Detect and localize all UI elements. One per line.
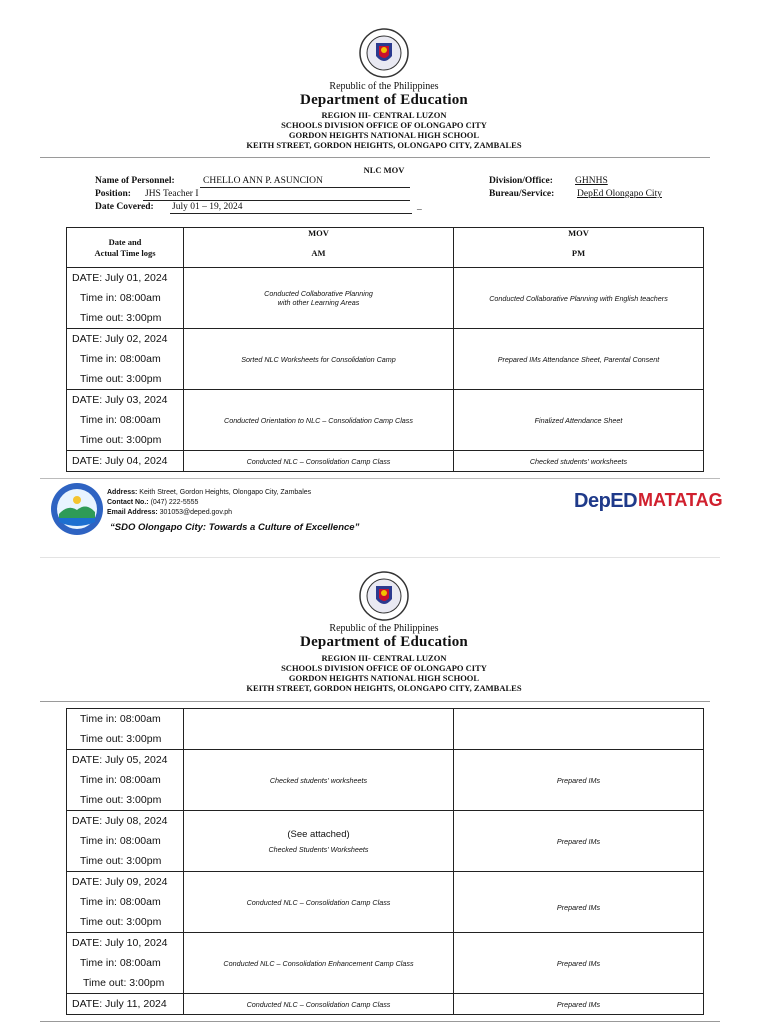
row-time-out: Time out: 3:00pm	[80, 916, 162, 928]
deped-logo-text: DepED	[574, 490, 638, 512]
page-break-divider	[40, 557, 720, 558]
table-row	[67, 329, 704, 390]
footer-address	[107, 488, 311, 498]
mov-label-am: MOV	[308, 228, 329, 238]
row-time-out: Time out: 3:00pm	[80, 312, 162, 324]
row-time-in: Time in: 08:00am	[80, 835, 161, 847]
header-divider	[40, 701, 710, 702]
department-title: Department of Education	[300, 92, 468, 108]
deped-seal-icon	[359, 571, 409, 621]
form-title: NLC MOV	[363, 165, 405, 175]
row-time-out: Time out: 3:00pm	[80, 434, 162, 446]
name-underline	[200, 187, 410, 188]
row-date: DATE: July 04, 2024	[72, 455, 168, 467]
department-title: Department of Education	[300, 634, 468, 650]
row-am-activity: Conducted NLC – Consolidation Camp Class	[184, 872, 454, 933]
footer-contact	[107, 498, 311, 508]
row-pm-activity: Prepared IMs	[454, 933, 704, 994]
header-divider	[40, 157, 710, 158]
row-time-out: Time out: 3:00pm	[80, 373, 162, 385]
row-pm-activity: Prepared IMs	[454, 994, 704, 1015]
table-row	[67, 994, 704, 1015]
mov-label-pm: MOV	[568, 228, 589, 238]
pm-label: PM	[571, 248, 586, 258]
email-label: Email Address:	[107, 509, 158, 516]
position-underline	[143, 200, 410, 201]
email-value: 301053@deped.gov.ph	[159, 509, 233, 516]
republic-line: Republic of the Philippines	[329, 81, 439, 92]
row-date: DATE: July 02, 2024	[72, 333, 168, 345]
street-line: KEITH STREET, GORDON HEIGHTS, OLONGAPO CITY, ZAMBALES	[246, 683, 522, 693]
row-time-out: Time out: 3:00pm	[80, 855, 162, 867]
deped-seal-icon	[359, 28, 409, 78]
time-log-table-page2	[66, 708, 704, 1015]
row-date: DATE: July 01, 2024	[72, 272, 168, 284]
am-activity-text: Checked Students' Worksheets	[268, 845, 369, 854]
bureau-label: Bureau/Service:	[489, 189, 555, 199]
row-am-activity: Conducted NLC – Consolidation Enhancement Camp Class	[184, 933, 454, 994]
table-row	[67, 451, 704, 472]
division-office-value: GHNHS	[575, 176, 608, 186]
row-am-activity: Checked students' worksheets	[184, 750, 454, 811]
am-label: AM	[311, 248, 326, 258]
row-time-in: Time in: 08:00am	[80, 292, 161, 304]
row-time-out: Time out: 3:00pm	[83, 977, 165, 989]
date-column-header	[67, 228, 184, 268]
school-line: GORDON HEIGHTS NATIONAL HIGH SCHOOL	[288, 673, 480, 683]
row-date: DATE: July 08, 2024	[72, 815, 168, 827]
sdo-olongapo-logo-icon	[50, 482, 104, 536]
row-time-in: Time in: 08:00am	[80, 414, 161, 426]
matatag-logo: MATATAG	[638, 490, 723, 510]
table-row	[67, 933, 704, 994]
table-row	[67, 872, 704, 933]
date-header-line1: Date and	[108, 236, 142, 247]
row-pm-activity: Prepared IMs	[454, 811, 704, 872]
name-label: Name of Personnel:	[95, 176, 175, 186]
deped-logo	[574, 490, 637, 513]
row-date: DATE: July 10, 2024	[72, 937, 168, 949]
republic-line: Republic of the Philippines	[329, 623, 439, 634]
division-office-label: Division/Office:	[489, 176, 553, 186]
bureau-value: DepEd Olongapo City	[577, 189, 662, 199]
pm-column-header	[454, 228, 704, 268]
division-line: SCHOOLS DIVISION OFFICE OF OLONGAPO CITY	[281, 120, 487, 130]
footer-email	[107, 508, 311, 518]
am-column-header	[184, 228, 454, 268]
table-row	[67, 750, 704, 811]
name-value: CHELLO ANN P. ASUNCION	[203, 176, 323, 186]
row-date: DATE: July 09, 2024	[72, 876, 168, 888]
row-time-in: Time in: 08:00am	[80, 713, 161, 725]
position-value: JHS Teacher I	[145, 189, 199, 199]
row-am-activity: Conducted Orientation to NLC – Consolidation Camp Class	[184, 390, 454, 451]
bottom-divider	[40, 1021, 720, 1022]
row-time-in: Time in: 08:00am	[80, 957, 161, 969]
address-value: Keith Street, Gordon Heights, Olongapo City, Zambales	[139, 489, 312, 496]
row-am-activity: Sorted NLC Worksheets for Consolidation Camp	[184, 329, 454, 390]
row-time-in: Time in: 08:00am	[80, 896, 161, 908]
region-line: REGION III- CENTRAL LUZON	[321, 653, 447, 663]
row-pm-activity	[454, 709, 704, 750]
table-header-row	[67, 228, 704, 268]
address-label: Address:	[107, 489, 138, 496]
table-row	[67, 390, 704, 451]
row-pm-activity: Prepared IMs	[454, 872, 704, 933]
school-line: GORDON HEIGHTS NATIONAL HIGH SCHOOL	[288, 130, 480, 140]
division-line: SCHOOLS DIVISION OFFICE OF OLONGAPO CITY	[281, 663, 487, 673]
row-pm-activity: Prepared IMs	[454, 750, 704, 811]
row-pm-activity: Checked students' worksheets	[454, 451, 704, 472]
table-row	[67, 268, 704, 329]
date-trailing: _	[417, 202, 422, 212]
footer-motto: “SDO Olongapo City: Towards a Culture of Excellence”	[110, 522, 360, 533]
row-am-activity: Conducted Collaborative Planning with other Learning Areas	[184, 268, 454, 329]
region-line: REGION III- CENTRAL LUZON	[321, 110, 447, 120]
row-date: DATE: July 11, 2024	[72, 998, 167, 1010]
date-underline	[170, 213, 412, 214]
time-log-table-page1	[66, 227, 704, 472]
row-am-activity	[184, 811, 454, 872]
see-attached-note: (See attached)	[287, 829, 350, 840]
row-time-out: Time out: 3:00pm	[80, 794, 162, 806]
row-am-activity	[184, 709, 454, 750]
row-date: DATE: July 05, 2024	[72, 754, 168, 766]
footer-contact-block	[107, 488, 311, 518]
street-line: KEITH STREET, GORDON HEIGHTS, OLONGAPO CITY, ZAMBALES	[246, 140, 522, 150]
row-date: DATE: July 03, 2024	[72, 394, 168, 406]
row-pm-activity: Prepared IMs Attendance Sheet, Parental Consent	[454, 329, 704, 390]
row-time-out: Time out: 3:00pm	[80, 733, 162, 745]
date-covered-label: Date Covered:	[95, 202, 154, 212]
row-am-activity: Conducted NLC – Consolidation Camp Class	[184, 994, 454, 1015]
table-row	[67, 709, 704, 750]
row-am-activity: Conducted NLC – Consolidation Camp Class	[184, 451, 454, 472]
date-header-line2: Actual Time logs	[94, 247, 156, 258]
contact-label: Contact No.:	[107, 499, 149, 506]
row-pm-activity: Conducted Collaborative Planning with English teachers	[454, 268, 704, 329]
date-covered-value: July 01 – 19, 2024	[172, 202, 243, 212]
contact-value: (047) 222-5555	[150, 499, 199, 506]
footer-divider	[40, 478, 720, 479]
row-time-in: Time in: 08:00am	[80, 774, 161, 786]
table-row	[67, 811, 704, 872]
row-pm-activity: Finalized Attendance Sheet	[454, 390, 704, 451]
row-time-in: Time in: 08:00am	[80, 353, 161, 365]
position-label: Position:	[95, 189, 131, 199]
